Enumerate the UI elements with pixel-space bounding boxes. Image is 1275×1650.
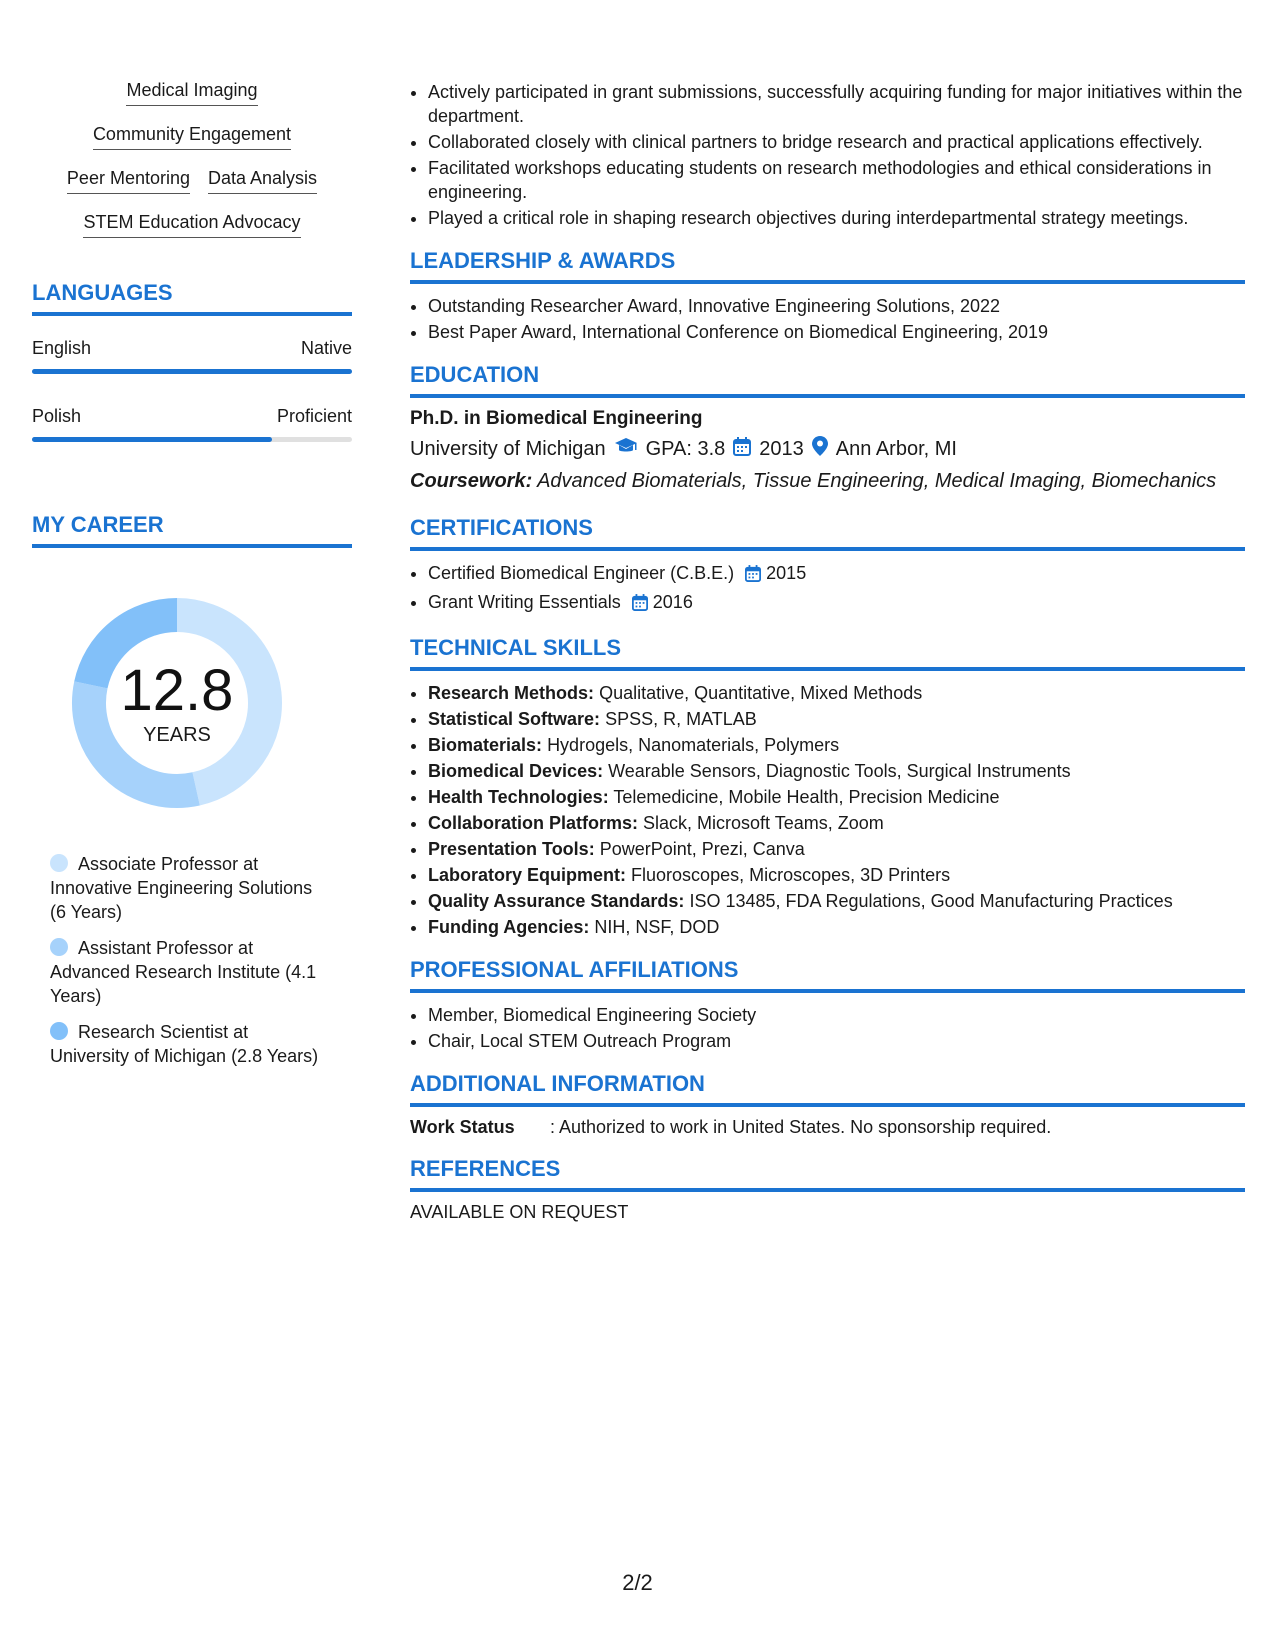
language-item bbox=[32, 338, 352, 374]
award-item: • Best Paper Award, International Conference on Biomedical Engineering, 2019 bbox=[428, 320, 1245, 344]
skill-label: Health Technologies: bbox=[428, 787, 609, 807]
skill-label: Research Methods: bbox=[428, 683, 595, 703]
certification-name: Certified Biomedical Engineer (C.B.E.) bbox=[428, 563, 735, 583]
leadership-title: LEADERSHIP & AWARDS bbox=[410, 248, 1245, 284]
right-column bbox=[410, 80, 1245, 1223]
skill-item bbox=[428, 785, 1245, 809]
references-text: AVAILABLE ON REQUEST bbox=[410, 1202, 629, 1222]
certifications-section bbox=[410, 515, 1245, 617]
career-item bbox=[50, 1020, 320, 1068]
skill-value: Wearable Sensors, Diagnostic Tools, Surgical Instruments bbox=[608, 761, 1071, 781]
legend-dot bbox=[50, 938, 68, 956]
affiliation-item: • Chair, Local STEM Outreach Program bbox=[428, 1029, 1245, 1053]
skill-value: Hydrogels, Nanomaterials, Polymers bbox=[547, 735, 840, 755]
skill-label: Funding Agencies: bbox=[428, 917, 590, 937]
skill-item bbox=[428, 863, 1245, 887]
language-bar-fill bbox=[32, 437, 272, 442]
graduation-cap-icon bbox=[614, 437, 638, 461]
career-item bbox=[50, 936, 320, 1008]
language-level: Proficient bbox=[276, 406, 352, 426]
career-title: MY CAREER bbox=[32, 512, 352, 548]
additional-info-section bbox=[410, 1071, 1245, 1138]
experience-bullet: • Facilitated workshops educating students on research methodologies and ethical considerations in engineering. bbox=[428, 156, 1245, 204]
certification-year: 2015 bbox=[766, 563, 807, 583]
certifications-title: CERTIFICATIONS bbox=[410, 515, 1245, 551]
school: University of Michigan bbox=[410, 437, 606, 460]
experience-bullet: • Played a critical role in shaping research objectives during interdepartmental strategy meetings. bbox=[428, 206, 1245, 230]
education-title: EDUCATION bbox=[410, 362, 1245, 398]
career-list bbox=[32, 852, 352, 1068]
calendar-icon bbox=[632, 593, 648, 617]
skill-value: Fluoroscopes, Microscopes, 3D Printers bbox=[631, 865, 951, 885]
award-item: • Outstanding Researcher Award, Innovative Engineering Solutions, 2022 bbox=[428, 294, 1245, 318]
skill-item bbox=[428, 837, 1245, 861]
language-item bbox=[32, 406, 352, 442]
work-status-row bbox=[410, 1117, 1245, 1138]
certification-year: 2016 bbox=[652, 592, 693, 612]
technical-skills-section bbox=[410, 635, 1245, 939]
experience-bullet: • Actively participated in grant submissions, successfully acquiring funding for major initiatives within the department. bbox=[428, 80, 1245, 128]
skill-label: Laboratory Equipment: bbox=[428, 865, 627, 885]
languages-section bbox=[32, 280, 352, 442]
work-status-value: : Authorized to work in United States. No sponsorship required. bbox=[550, 1117, 1052, 1137]
career-donut-chart bbox=[62, 588, 292, 818]
skill-value: Qualitative, Quantitative, Mixed Methods bbox=[599, 683, 923, 703]
skill-label: Presentation Tools: bbox=[428, 839, 595, 859]
skill-label: Collaboration Platforms: bbox=[428, 813, 639, 833]
skill-label: Statistical Software: bbox=[428, 709, 601, 729]
legend-dot bbox=[50, 854, 68, 872]
skill-label: Biomedical Devices: bbox=[428, 761, 604, 781]
certification-item bbox=[428, 561, 1245, 588]
skill-item bbox=[428, 733, 1245, 757]
experience-bullets bbox=[410, 80, 1245, 230]
skill-item bbox=[428, 811, 1245, 835]
page-number: 2/2 bbox=[622, 1570, 653, 1595]
interests bbox=[32, 80, 352, 238]
language-name: English bbox=[32, 338, 92, 358]
skill-item bbox=[428, 759, 1245, 783]
skill-value: Slack, Microsoft Teams, Zoom bbox=[643, 813, 884, 833]
career-item-text: Associate Professor at Innovative Engineering Solutions (6 Years) bbox=[50, 854, 313, 922]
skill-label: Quality Assurance Standards: bbox=[428, 891, 685, 911]
gpa: GPA: 3.8 bbox=[645, 437, 726, 460]
skill-value: SPSS, R, MATLAB bbox=[605, 709, 757, 729]
skill-value: Telemedicine, Mobile Health, Precision Medicine bbox=[613, 787, 1000, 807]
skill-value: NIH, NSF, DOD bbox=[594, 917, 720, 937]
language-level: Native bbox=[300, 338, 352, 358]
calendar-icon bbox=[733, 437, 751, 462]
affiliations-title: PROFESSIONAL AFFILIATIONS bbox=[410, 957, 1245, 993]
interest-tag: Data Analysis bbox=[208, 168, 317, 194]
calendar-icon bbox=[745, 564, 761, 588]
skill-item bbox=[428, 889, 1245, 913]
coursework bbox=[410, 470, 1245, 493]
interest-tag: STEM Education Advocacy bbox=[83, 212, 300, 238]
career-item-text: Research Scientist at University of Michigan (2.8 Years) bbox=[50, 1022, 319, 1066]
certification-name: Grant Writing Essentials bbox=[428, 592, 621, 612]
references-section bbox=[410, 1156, 1245, 1223]
legend-dot bbox=[50, 1022, 68, 1040]
education-details bbox=[410, 436, 1245, 462]
language-bar-fill bbox=[32, 369, 352, 374]
certification-item bbox=[428, 590, 1245, 617]
skill-item bbox=[428, 681, 1245, 705]
degree: Ph.D. in Biomedical Engineering bbox=[410, 408, 703, 429]
technical-skills-title: TECHNICAL SKILLS bbox=[410, 635, 1245, 671]
career-total: 12.8 bbox=[120, 658, 234, 723]
graduation-year: 2013 bbox=[759, 437, 804, 460]
left-column bbox=[32, 80, 352, 1080]
coursework-value: Advanced Biomaterials, Tissue Engineering, Medical Imaging, Biomechanics bbox=[537, 470, 1217, 492]
career-item bbox=[50, 852, 320, 924]
additional-info-title: ADDITIONAL INFORMATION bbox=[410, 1071, 1245, 1107]
language-bar bbox=[32, 437, 352, 442]
interest-tag: Community Engagement bbox=[93, 124, 291, 150]
skill-value: PowerPoint, Prezi, Canva bbox=[599, 839, 805, 859]
references-title: REFERENCES bbox=[410, 1156, 1245, 1192]
skill-label: Biomaterials: bbox=[428, 735, 543, 755]
career-unit: YEARS bbox=[143, 724, 211, 746]
work-status-label: Work Status bbox=[410, 1117, 515, 1137]
interest-tag: Medical Imaging bbox=[126, 80, 257, 106]
affiliation-item: • Member, Biomedical Engineering Society bbox=[428, 1003, 1245, 1027]
coursework-label: Coursework: bbox=[410, 470, 533, 492]
career-item-text: Assistant Professor at Advanced Research Institute (4.1 Years) bbox=[50, 938, 317, 1006]
experience-bullet: • Collaborated closely with clinical partners to bridge research and practical applications effectively. bbox=[428, 130, 1245, 154]
skill-value: ISO 13485, FDA Regulations, Good Manufacturing Practices bbox=[689, 891, 1173, 911]
location-pin-icon bbox=[812, 436, 828, 462]
location: Ann Arbor, MI bbox=[835, 437, 957, 460]
leadership-section bbox=[410, 248, 1245, 344]
education-section bbox=[410, 362, 1245, 493]
languages-title: LANGUAGES bbox=[32, 280, 352, 316]
language-name: Polish bbox=[32, 406, 82, 426]
skill-item bbox=[428, 707, 1245, 731]
career-section bbox=[32, 512, 352, 1068]
affiliations-section bbox=[410, 957, 1245, 1053]
skill-item bbox=[428, 915, 1245, 939]
language-bar bbox=[32, 369, 352, 374]
interest-tag: Peer Mentoring bbox=[67, 168, 190, 194]
